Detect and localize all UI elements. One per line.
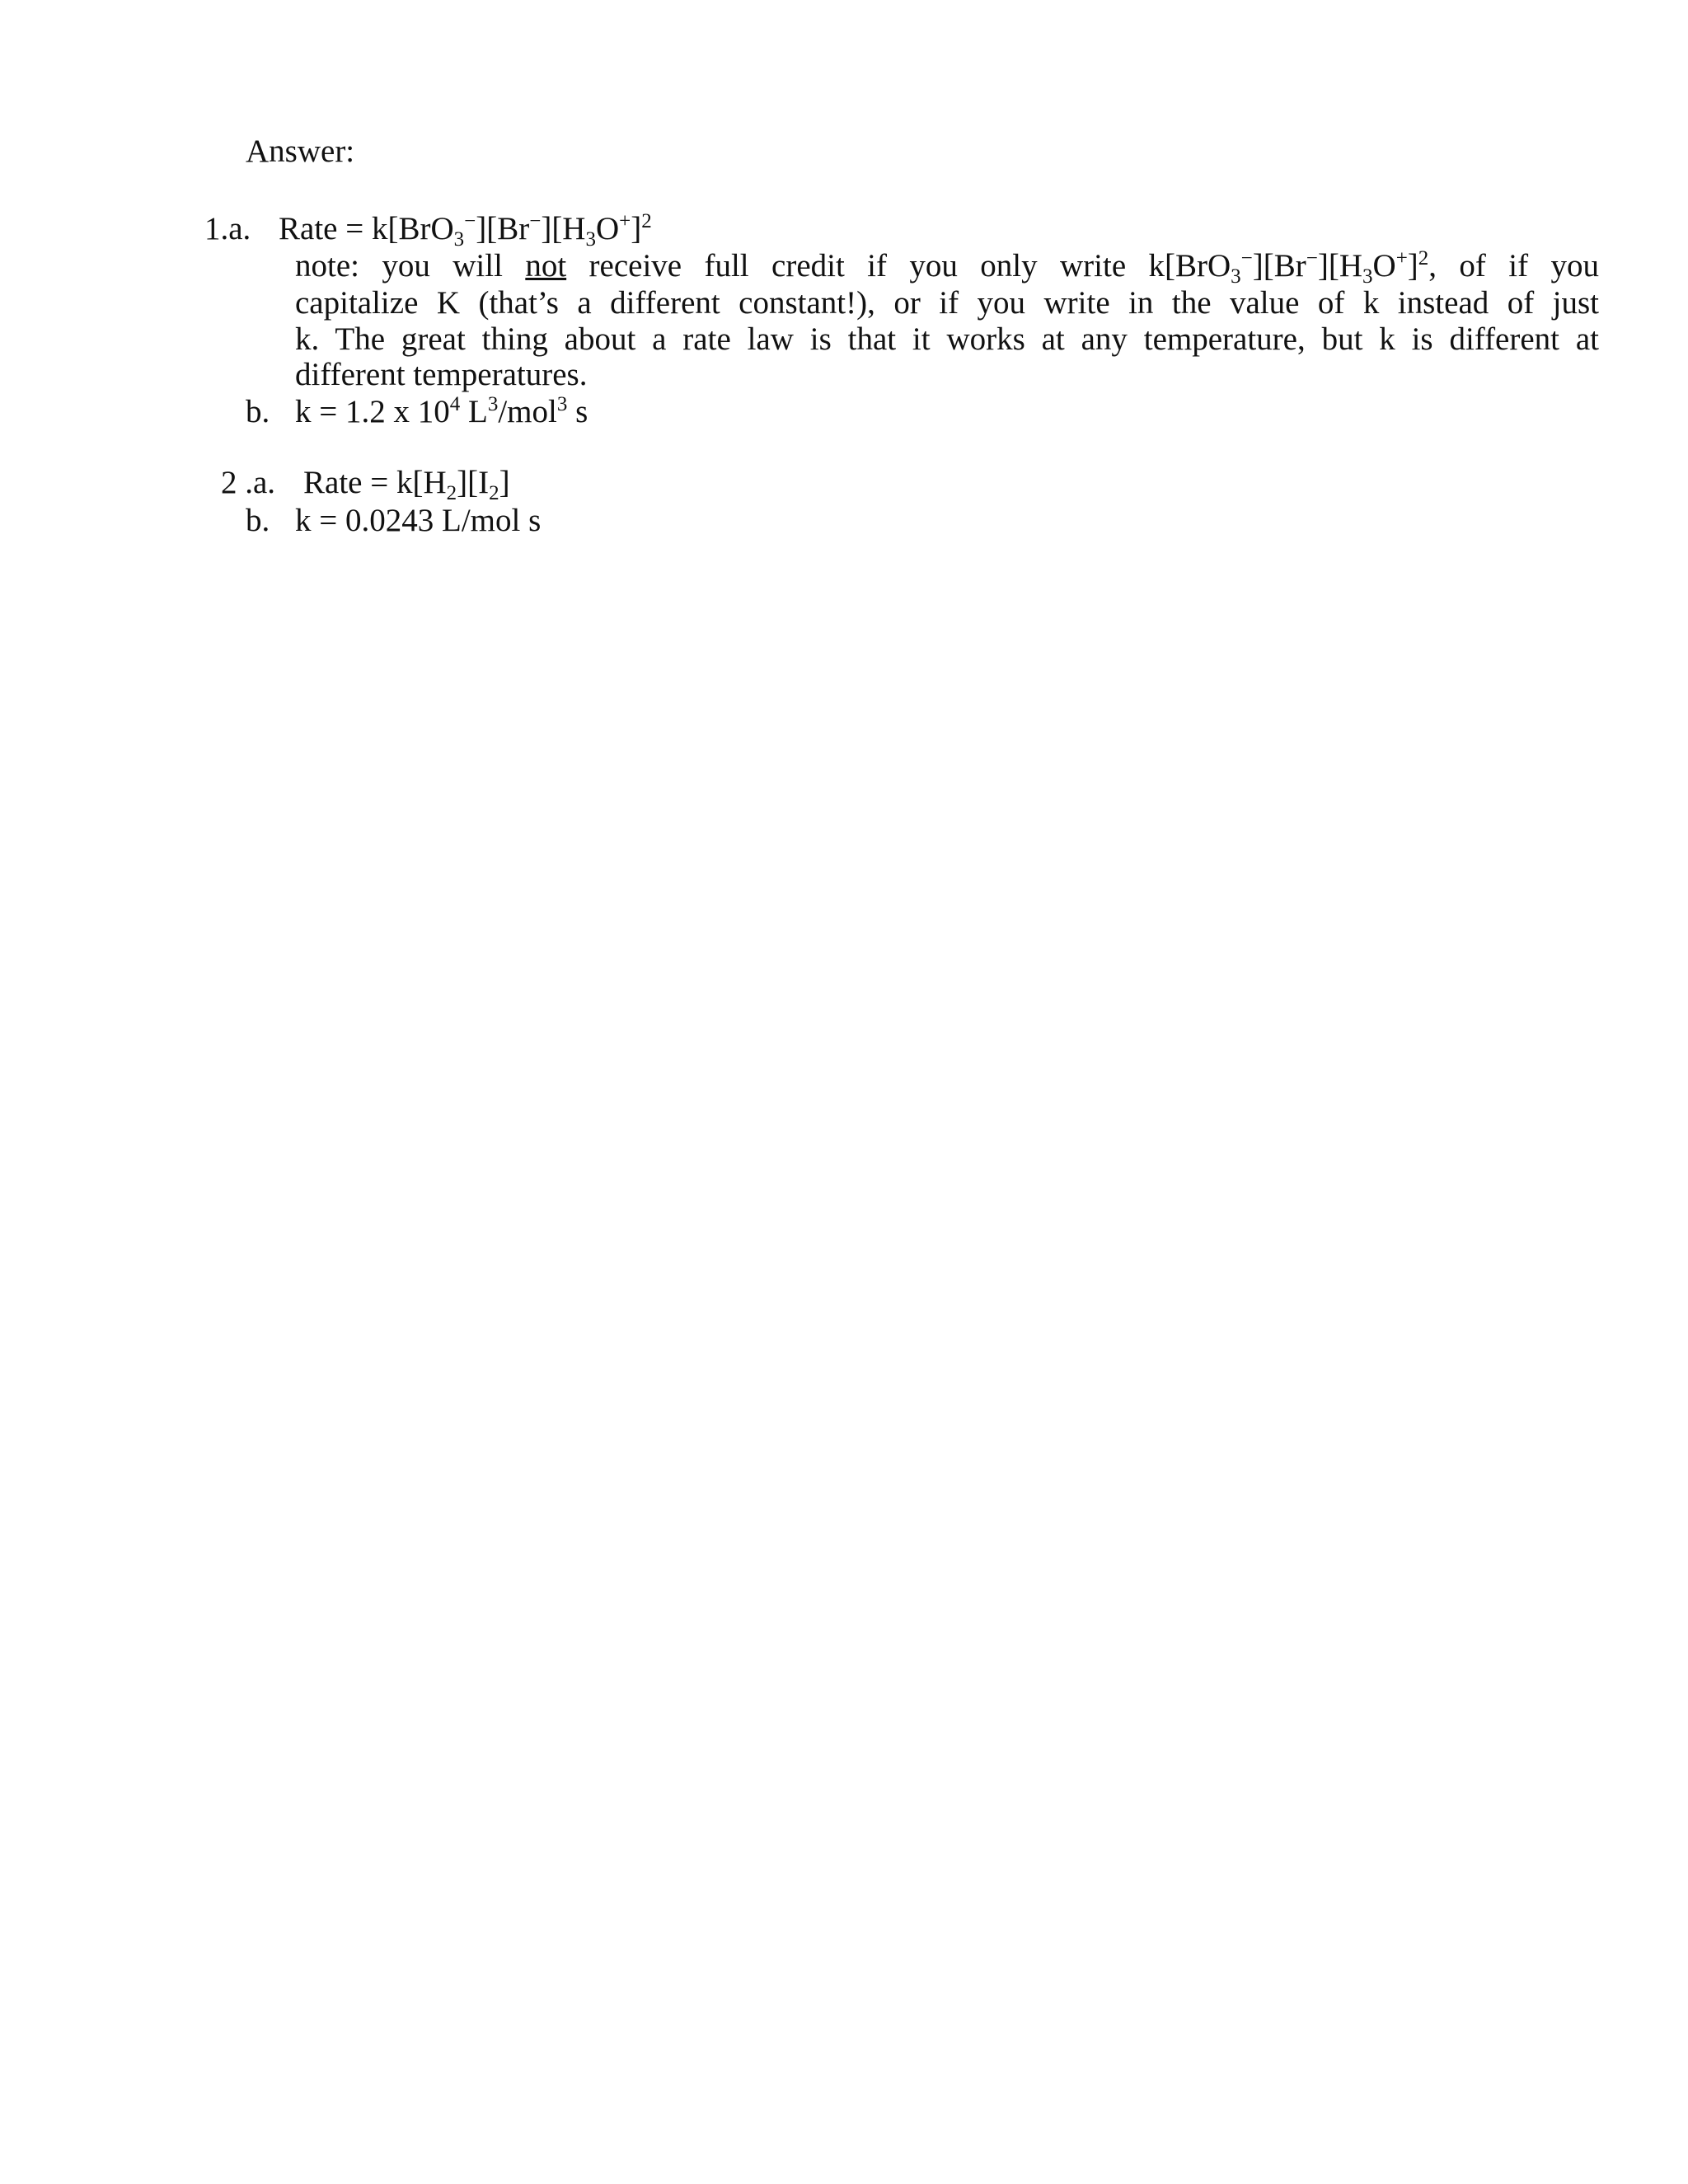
- q1a-label: 1.a.: [204, 211, 251, 246]
- answer-heading: Answer:: [246, 134, 355, 169]
- q2b-label: b.: [246, 503, 270, 538]
- q1b-rate-constant: k = 1.2 x $10^4$ $L^3/mol^3$ s: [295, 393, 588, 429]
- q2a-rate-law: Rate = $k[H_2][I_2]$: [303, 465, 510, 504]
- q2b-rate-constant: k = 0.0243 L/mol s: [295, 503, 542, 538]
- q1a-rate-law: Rate = $k[BrO_3^-][Br^-][H_3O^+]^2$: [279, 210, 652, 251]
- note-line-1: note: you will not receive full credit if you only write $k[BrO_3^-][Br^-][H_3O^+]^2$, of if you: [295, 247, 1600, 288]
- note-line-4: different temperatures.: [295, 357, 588, 392]
- note-line-3: k. The great thing about a rate law is that it works at any temperature, but k is different at: [295, 321, 1599, 357]
- q1b-label: b.: [246, 394, 270, 429]
- note-line-2: capitalize K (that’s a different constant!), or if you write in the value of k instead of just: [295, 285, 1599, 321]
- q2a-label: 2 .a.: [221, 465, 276, 500]
